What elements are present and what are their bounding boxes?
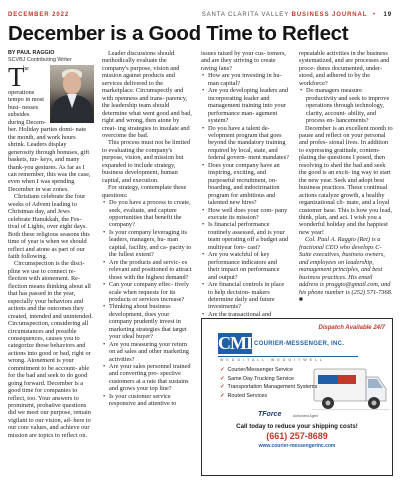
check-icon: ✓ bbox=[220, 367, 225, 373]
end-mark: ■ bbox=[299, 295, 303, 303]
list-item: • Are financial controls in place to help decision- makers determine daily and future investments? bbox=[201, 281, 289, 311]
article-column-2 bbox=[102, 50, 192, 408]
paragraph: Christians celebrate the four weeks of Advent leading to Christmas day, and Jews celebrate Hanukkah, the Fes- tival of Lights, over eight days. Both these religious seasons this time of year is when we should reflect and atone as part of our faith following. bbox=[8, 193, 90, 260]
service-item: ✓ Transportation Management Systems bbox=[220, 384, 318, 390]
intro-wrap bbox=[8, 62, 94, 439]
drop-cap-letter: T bbox=[8, 62, 25, 92]
list-item: • How are you investing in hu- man capital? bbox=[201, 72, 289, 87]
website-link[interactable]: www.courier-messengerinc.com bbox=[258, 443, 336, 449]
list-item: • Does your company have an inspiring, exciting, and purposeful recruitment, on- boarding, and indoctrination program for ambitious and talented new hires? bbox=[201, 162, 289, 207]
closing-paragraph: December is an excellent month to pause and reflect on your personal and profes- sional lives. In addition to expressing gratitude, contem- plating the questions I posed, then resolving to shed the bad and seek the good is an excit- ing way to start the new year. Seek and adopt best business practices. These continual actions catalyze growth, a healthy organizational cli- mate, and a loyal customer base. This is how you lead, think, plan, and act. I wish you a wonderful holiday and the happiest new year! bbox=[299, 124, 393, 236]
article-headline: December is a Good Time to Reflect bbox=[8, 22, 349, 45]
list-item: • Are you developing leaders and incorporating leader and management training into your performance man- agement system? bbox=[201, 87, 289, 124]
check-icon: ✓ bbox=[220, 375, 225, 382]
paragraph: This process must not be limited to evaluating the company's purpose, vision, and mission but expanded to include strategy, business development, human capital, and execution. bbox=[102, 139, 191, 184]
service-item: ✓ Courier/Messenger Service bbox=[220, 367, 293, 373]
author-bio bbox=[299, 236, 393, 303]
phone-number-link[interactable]: (661) 257-8689 bbox=[266, 431, 328, 441]
publication-name: SANTA CLARITA VALLEY bbox=[201, 12, 290, 18]
article-column-4 bbox=[299, 50, 393, 303]
list-item: • Do you have a process to create, seek, evaluate, and capture opportunities that benefit the company? bbox=[102, 199, 192, 229]
list-item: • Do managers measure productivity and seek to improve operations through technology, clarity, account- ability, and process en- hancements? bbox=[299, 87, 393, 124]
author-photo-face bbox=[63, 72, 81, 94]
publication-section: BUSINESS JOURNAL bbox=[291, 12, 368, 18]
intro-paragraph: he operations tempo in most busi- nesses subsides during Decem- ber. Holiday parties domi- nate the month, and work hours shrink. Leaders display generosity through bonuses, gift baskets, tur- keys, and many thank-you gestures. As far as I can remember, this was the case, even when I was spending December in war zones. bbox=[8, 65, 91, 193]
list-item: • Are the products and servic- es relevant and positioned to attract those with the highest demand? bbox=[102, 259, 192, 281]
service-list bbox=[220, 366, 317, 400]
call-to-action: Call today to reduce your shipping costs! bbox=[236, 423, 358, 430]
header-separator: • bbox=[372, 12, 376, 18]
service-item: ✓ Same Day Trucking Service bbox=[220, 375, 295, 382]
paragraph: For strategy, contemplate these questions: bbox=[102, 184, 187, 199]
author-name: BY PAUL RAGGIO bbox=[8, 50, 55, 56]
list-item: • Are you watchful of key performance indicators and their impact on performance and output? bbox=[201, 251, 289, 281]
company-logo: CMI bbox=[218, 333, 252, 353]
ad-dispatch-note: Dispatch Available 24/7 bbox=[318, 325, 385, 331]
article-column-3 bbox=[201, 50, 289, 318]
check-icon: ✓ bbox=[220, 392, 225, 399]
page-header bbox=[8, 9, 392, 21]
list-item: • Thinking about business development, does your company prudently invest in marketing strategies that target your ideal buyer? bbox=[102, 303, 192, 340]
author-bio-text: Col. Paul A. Raggio (Ret) is a fractional CEO who develops C-Suite executives, business owners, and employees on leadership, management principles, and best business practices. His email address is praggio@gmail.com, and his phone number is (252) 571-7368. bbox=[299, 236, 393, 296]
paragraph-continuation: issues raised by your cus- tomers, and are they striving to create raving fans? bbox=[201, 50, 286, 72]
list-item: • Are the transactional and bbox=[201, 311, 289, 318]
author-photo bbox=[50, 65, 94, 123]
list-item: • Are you measuring your return on ad sales and other marketing activities? bbox=[102, 341, 192, 363]
list-item: • Is your company leveraging its leaders, managers, hu- man capital, facility, and ca- pacity to the fullest extent? bbox=[102, 229, 192, 259]
paragraph: Leader discussions should methodically evaluate the company's purpose, vision and mission against products and services delivered to the marketplace. Circumspectly and with openness and trans- parency, the leadership team should determine what went good and bad, right and wrong, then atone by creat- ing strategies to insulate and overcome the bad. bbox=[102, 50, 192, 139]
list-item: • Do you have a talent de- velopment program that goes beyond the mandatory training required by local, state, and federal govern- ment mandates? bbox=[201, 125, 289, 162]
company-tagline: W E D O I T A L L , W E D O I T W E L L bbox=[220, 358, 323, 362]
question-list bbox=[102, 199, 192, 408]
author-title: SCVBJ Contributing Writer bbox=[8, 56, 72, 63]
publication-masthead bbox=[202, 12, 392, 18]
logo-divider bbox=[218, 356, 358, 357]
paragraph: Circumspection is the disci- pline we use to connect re- flection with atonement. Re- flection means thinking about all that has passed in the year, especially your behaviors and actions and the outcomes they created, intended and unintended. Circumspection, considering all circumstances and possible consequences, causes you to categorize those behaviors and actions into good or bad, right or wrong. Atonement is your commitment to be account- able for the bad and seek to do good going forward. December is a good time for companies to reflect, too. Your answers to prominent, probative questions did we meet our purpose, remain vigilant to our vision, ad- here to our core values, and achieve our mission are topics to reflect on. bbox=[8, 260, 93, 439]
list-item: • How well does your com- pany execute its mission? bbox=[201, 207, 289, 222]
question-list bbox=[201, 72, 289, 318]
list-item: • Is financial performance routinely assessed, and is your team operating off a budget and multiyear fore- cast? bbox=[201, 221, 289, 251]
partner-subtitle: Authorized Agent bbox=[293, 414, 319, 418]
advertisement[interactable] bbox=[201, 318, 393, 476]
page-number: 19 bbox=[383, 12, 392, 18]
question-list bbox=[299, 87, 393, 124]
service-item: ✓ Routed Services bbox=[220, 392, 268, 399]
issue-date: DECEMBER 2022 bbox=[8, 12, 70, 18]
article-column-1 bbox=[8, 50, 94, 439]
check-icon: ✓ bbox=[220, 384, 225, 390]
list-item: • Are your sales personnel trained and converting pro- spective customers at a rate that sustains and grows your top line? bbox=[102, 363, 192, 393]
list-item: • Is your customer service responsive and attentive to bbox=[102, 393, 192, 408]
list-item: • Can your company effec- tively scale when requests for its products or services increase? bbox=[102, 281, 192, 303]
paragraph-continuation: repeatable activities in the business systematized, and are processes and proce- dures documented, under- stood, and adhered to by the workforce? bbox=[299, 50, 390, 87]
delivery-van-icon bbox=[312, 363, 390, 415]
company-name: COURIER-MESSENGER, INC. bbox=[254, 341, 345, 347]
partner-logo: TForce bbox=[258, 411, 282, 418]
